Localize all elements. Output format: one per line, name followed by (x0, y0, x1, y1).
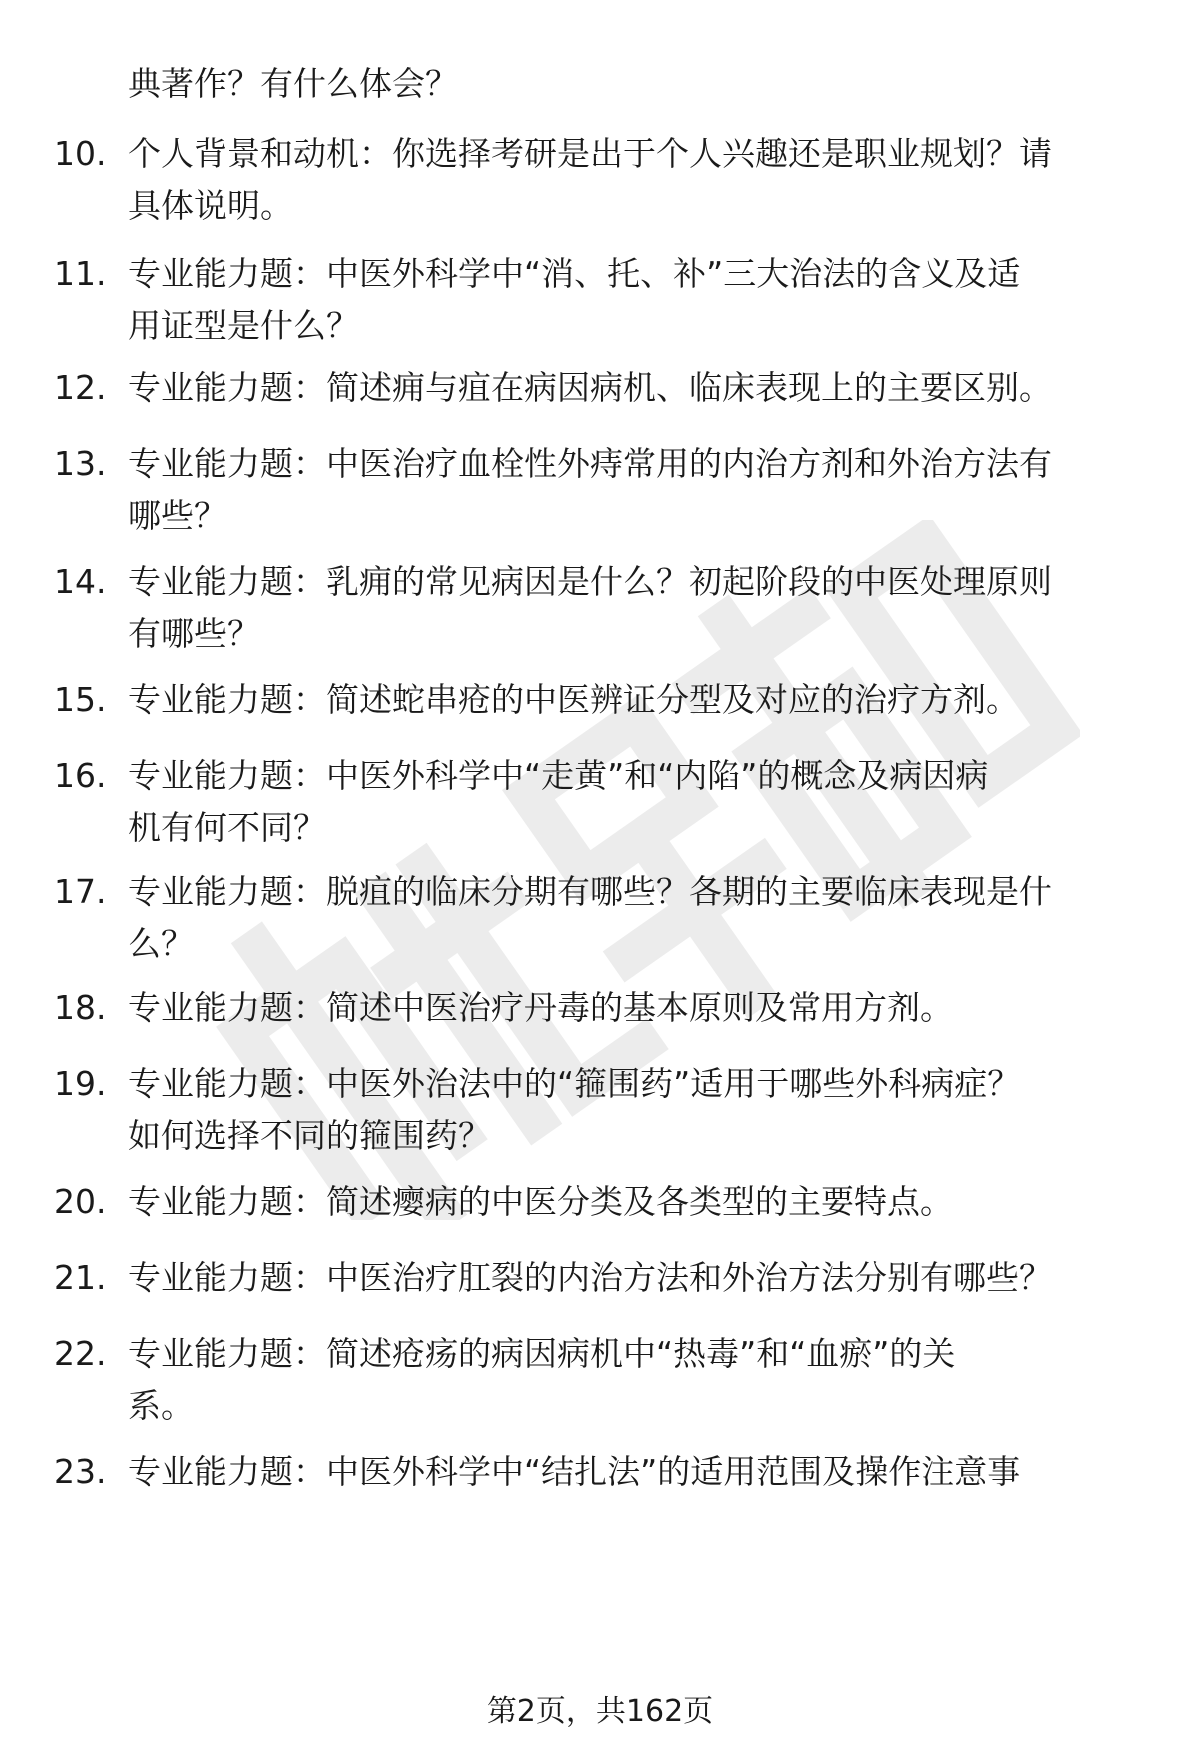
question-number: 19. (54, 1064, 107, 1103)
question-number: 18. (54, 988, 107, 1027)
question-text: 专业能力题：简述瘿病的中医分类及各类型的主要特点。 (128, 1182, 953, 1221)
continuation-text: 典著作？有什么体会？ (128, 64, 458, 103)
question-number: 12. (54, 368, 107, 407)
question-text: 专业能力题：中医外治法中的“箍围药”适用于哪些外科病症？ 如何选择不同的箍围药？ (128, 1064, 1021, 1155)
question-text: 专业能力题：中医外科学中“结扎法”的适用范围及操作注意事 (128, 1452, 1021, 1491)
question-number: 20. (54, 1182, 107, 1221)
question-text: 专业能力题：简述痈与疽在病因病机、临床表现上的主要区别。 (128, 368, 1052, 407)
question-number: 10. (54, 134, 107, 173)
question-number: 17. (54, 872, 107, 911)
question-text: 专业能力题：乳痈的常见病因是什么？初起阶段的中医处理原则 有哪些？ (128, 562, 1052, 653)
question-number: 14. (54, 562, 107, 601)
question-number: 23. (54, 1452, 107, 1491)
question-number: 13. (54, 444, 107, 483)
question-number: 21. (54, 1258, 107, 1297)
question-number: 11. (54, 254, 107, 293)
question-text: 专业能力题：中医治疗血栓性外痔常用的内治方剂和外治方法有 哪些？ (128, 444, 1052, 535)
question-text: 专业能力题：简述蛇串疮的中医辨证分型及对应的治疗方剂。 (128, 680, 1019, 719)
question-text: 专业能力题：简述中医治疗丹毒的基本原则及常用方剂。 (128, 988, 953, 1027)
question-text: 专业能力题：脱疽的临床分期有哪些？各期的主要临床表现是什 么？ (128, 872, 1052, 963)
question-text: 专业能力题：中医治疗肛裂的内治方法和外治方法分别有哪些？ (128, 1258, 1052, 1297)
question-text: 个人背景和动机：你选择考研是出于个人兴趣还是职业规划？请 具体说明。 (128, 134, 1052, 225)
question-number: 22. (54, 1334, 107, 1373)
question-number: 16. (54, 756, 107, 795)
question-text: 专业能力题：简述疮疡的病因病机中“热毒”和“血瘀”的关 系。 (128, 1334, 956, 1425)
question-number: 15. (54, 680, 107, 719)
question-text: 专业能力题：中医外科学中“走黄”和“内陷”的概念及病因病 机有何不同？ (128, 756, 989, 847)
question-text: 专业能力题：中医外科学中“消、托、补”三大治法的含义及适 用证型是什么？ (128, 254, 1021, 345)
page-footer: 第2页，共162页 (486, 1694, 714, 1729)
